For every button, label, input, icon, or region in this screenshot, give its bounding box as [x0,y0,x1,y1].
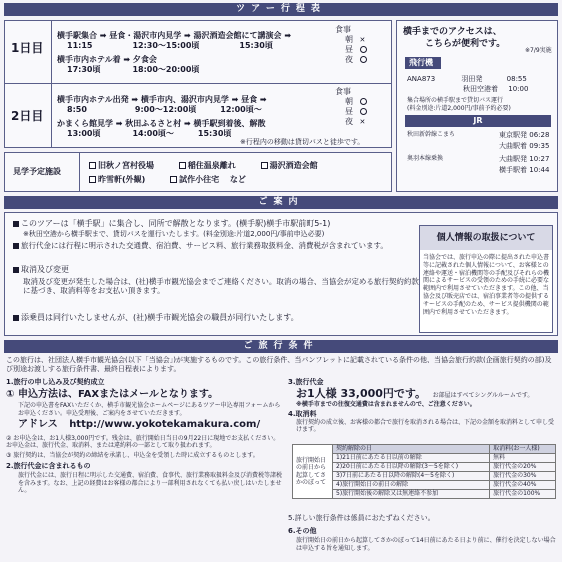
address-row: アドレス http://www.yokotekamakura.com/ [18,419,261,431]
access-panel: 横手までのアクセスは、 こちらが便利です。 ※7/9実施 飛行機 ANA873 羽田発 08:55 秋田空港着 10:00 集合場所の横手駅まで貸切バス運行 (料金別途:片道2,000円/事前予約必要) JR 秋田新幹線こまち 東京駅発 06:28 大曲駅着 09:35 奥羽本線乗換 大曲駅発 10:27 横手駅着 10:44 [396,20,558,192]
day1-line1: 横手駅集合 ➡ 昼食・湯沢市内見学 ➡ 湯沢酒造会館にて講演会 ➡ [57,31,292,40]
day1-line2: 横手市内ホテル着 ➡ 夕食会 [57,55,157,64]
day2-meals: 食事 朝 昼 夜 ✕ [335,87,366,126]
day1-meals: 食事 朝 ✕ 昼 夜 [335,25,366,64]
access-subtitle: こちらが便利です。 [425,39,506,49]
cancel-fee-table: 旅行開始日の前日から起算してさかのぼって 契約解除の日 取消料(お一人様) 1)21日前にあたる日以前の解除 無料 2)20日前にあたる日以降の解除(3〜5を除く) 旅行代金の20% 3)7日前にあたる日以降の解除(4〜5を除く) 旅行代金の30% 4)旅行開始日の前日の解除 旅行代金の40% 5)旅行開始後の解除又は無連絡不参加 旅行代金の100% [292,444,556,499]
flight-row: ANA873 羽田発 08:55 [407,75,527,83]
day2-line2-times: 13:00頃 14:00頃〜 15:30頃 [67,129,232,138]
rail-label: JR [405,115,551,127]
meal-included-icon [360,46,367,53]
meal-included-icon [360,98,367,105]
price-value: お1人様 33,000円です。 [296,386,427,400]
terms-intro: この旅行は、社団法人横手市観光協会(以下「当協会」)が実施するものです。この旅行条件、当パンフレットに記載されている条件の他、当協会旅行約款(企画旅行契約の部)及び別途お渡しする旅行条件書、最終日程表によります。 [6,356,552,373]
flight-arrive-row: 秋田空港着 10:00 [463,85,529,93]
day2-line2: かまくら館見学 ➡ 秋田ふるさと村 ➡ 横手駅到着後、解散 [57,119,266,128]
day2-label: 2日目 [11,109,44,123]
privacy-box [419,225,553,333]
table-row: 3)7日前にあたる日以降の解除(4〜5を除く) 旅行代金の30% [293,472,556,481]
table-row: 5)旅行開始後の解除又は無連絡不参加 旅行代金の100% [293,490,556,499]
table-row: 1)21日前にあたる日以前の解除 無料 [293,454,556,463]
privacy-title: 個人情報の取扱について [420,226,552,250]
terms-title-band: ご旅行条件 [4,340,558,353]
access-title: 横手までのアクセスは、 [403,27,502,37]
day1-line2-times: 17:30頃 18:00〜20:00頃 [67,65,200,74]
facilities-row2: 昨雪軒(外観) 試作小往宅 など [89,175,246,185]
terms-left-col: 1.旅行の申し込み及び契約成立 ① 申込方法は、FAXまたはメールとなります。 下記の申込書をFAXいただくか、横手市観光協会ホームページにあるツアー申込専用フォームからお申込ください。申込受理後、ご案内をさせていただきます。 アドレス http://www.yokotekamakura.com/ ② お申込金は、お1人様3,000円です。残金は、旅行開始日当日の9月22日に現地でお支払ください。お申込金は、旅行代金、取消料、または違約料の一部として取り扱われます。 ③ 旅行契約は、当協会が契約の締結を承諾し、申込金を受領した時に成立するものとします。 2.旅行代金に含まれるもの 旅行代金には、旅行日程に明示した交通費、宿泊費、食事代、旅行業務取扱料金及び消費税等諸税を含みます。なお、上記の経費はお客様の都合により一部利用されなくても払い戻しはいたしません。 [6,378,283,494]
air-label: 飛行機 [405,57,441,69]
day2-line1: 横手市内ホテル出発 ➡ 横手市内、湯沢市内見学 ➡ 昼食 ➡ [57,95,267,104]
privacy-body: 当協会では、旅行申込の際に提出された申込書等に記載された個人情報について、お客様との連絡や運送・宿泊機関等の手配及びそれらの機関によるサービスの受領のための手続に必要な範囲内で利用させていただきます。この他、当協会及び販売店では、宿泊事業者等の提供するサービスの手配のため、サービス提供機関の範囲内で利用させていただきます。 [423,254,550,316]
table-row: 2)20日前にあたる日以降の解除(3〜5を除く) 旅行代金の20% [293,463,556,472]
terms-right-col: 3.旅行代金 お1人様 33,000円です。 お部屋はすべてシングルルームです。 ※横手市までの往復交通費は含まれませんので、ご注意ください。 4.取消料 旅行契約の成立後、お客様の都合で旅行を取消される場合は、下記の金額を取消料として申し受けます。 [288,378,555,434]
guide-box: このツアーは「横手駅」に集合し、同所で解散となります。(横手駅)横手市駅前町5-1) ※秋田空港から横手駅まで、貸切バスを運行いたします。(料金別途:片道2,000円/事前申込必要) 旅行代金には行程に明示された交通費、宿泊費、サービス料、旅行業務取扱料金、消費税が含まれています。 取消及び変更 取消及び変更が発生した場合は、(社)横手市観光協会までご連絡ください。取消の場合、当協会が定める旅行契約約款に基づき、取消料等をお支払い頂きます。 添乗員は同行いたしませんが、(社)横手市観光協会の職員が同行いたします。 個人情報の取扱について 当協会では、旅行申込の際に提出された申込書等に記載された個人情報について、お客様との連絡や運送・宿泊機関等の手配及びそれらの機関によるサービスの受領のための手続に必要な範囲内で利用させていただきます。この他、当協会及び販売店では、宿泊事業者等の提供するサービスの手配のため、サービス提供機関の範囲内で利用させていただきます。 [4,212,558,336]
itinerary-box [4,20,392,148]
tour-title-band: ツアー行程表 [4,3,558,16]
terms-s5: 5.詳しい旅行条件は係員におたずねください。 [288,514,435,522]
day1-label: 1日目 [11,41,44,55]
table-row: 4)旅行開始日の前日の解除 旅行代金の40% [293,481,556,490]
day2-note: ※行程内の移動は貸切バスと徒歩です。 [240,138,365,146]
meal-included-icon [360,56,367,63]
address-link[interactable]: http://www.yokotekamakura.com/ [69,419,261,431]
guide-title-band: ご案内 [4,196,558,209]
facilities-box [4,152,392,192]
day1-line1-times: 11:15 12:30〜15:00頃 15:30頃 [67,41,273,50]
facilities-row1: 旧秋ノ宮村役場 稲住温泉離れ 湯沢酒造会館 [89,161,318,171]
meal-included-icon [360,108,367,115]
day2-line1-times: 8:50 9:00〜12:00頃 12:00頃〜 [67,105,262,114]
facilities-label: 見学予定施設 [13,167,61,176]
